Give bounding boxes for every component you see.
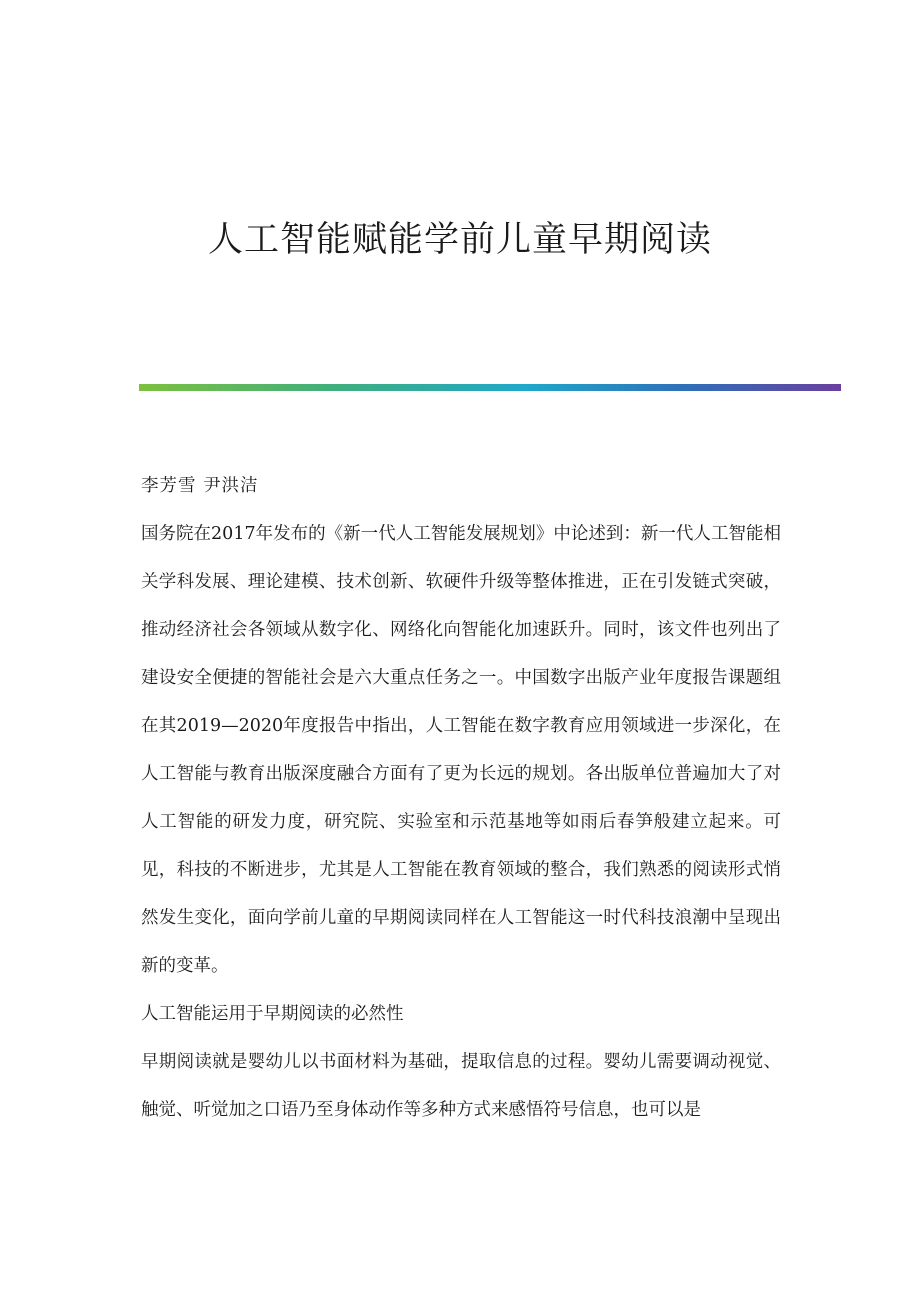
paragraph-intro: 国务院在2017年发布的《新一代人工智能发展规划》中论述到：新一代人工智能相关学科发展、理论建模、技术创新、软硬件升级等整体推进，正在引发链式突破，推动经济社会各领域从数字化、网络化向智能化加速跃升。同时，该文件也列出了建设安全便捷的智能社会是六大重点任务之一。中国数字出版产业年度报告课题组在其2019—2020年度报告中指出，人工智能在数字教育应用领域进一步深化，在人工智能与教育出版深度融合方面有了更为长远的规划。各出版单位普遍加大了对人工智能的研发力度，研究院、实验室和示范基地等如雨后春笋般建立起来。可见，科技的不断进步，尤其是人工智能在教育领域的整合，我们熟悉的阅读形式悄然发生变化，面向学前儿童的早期阅读同样在人工智能这一时代科技浪潮中呈现出新的变革。 [141, 524, 781, 976]
document-title: 人工智能赋能学前儿童早期阅读 [207, 220, 712, 260]
author-line: 李芳雪 尹洪洁 [141, 476, 259, 496]
section-heading: 人工智能运用于早期阅读的必然性 [141, 1004, 404, 1024]
paragraph-definition: 早期阅读就是婴幼儿以书面材料为基础，提取信息的过程。婴幼儿需要调动视觉、触觉、听觉加之口语乃至身体动作等多种方式来感悟符号信息，也可以是 [141, 1052, 781, 1120]
title-divider [139, 384, 841, 391]
document-body [141, 462, 781, 1134]
